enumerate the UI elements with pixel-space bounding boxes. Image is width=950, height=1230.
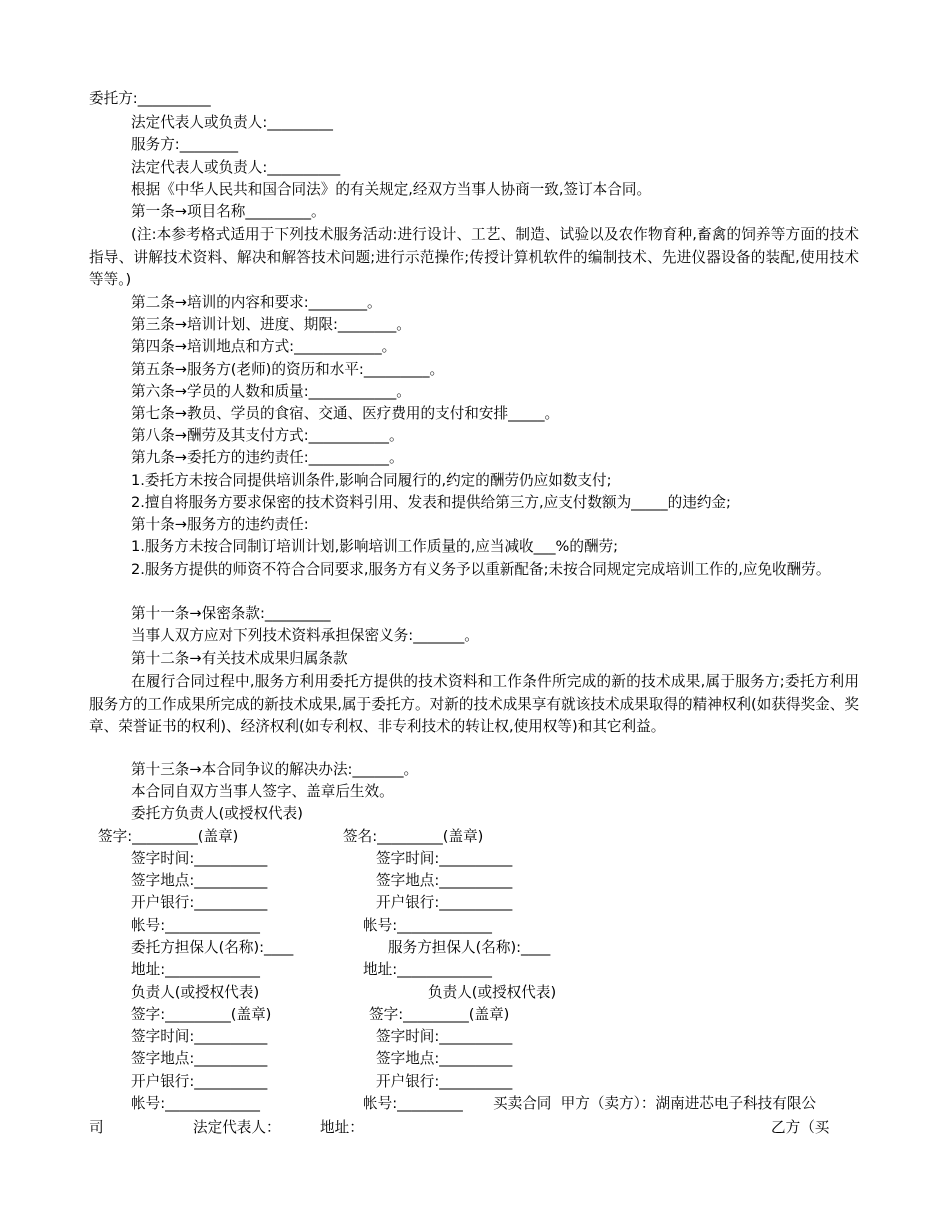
entrust-signer-heading: 委托方负责人(或授权代表) [131,805,303,822]
article-11-body: 当事人双方应对下列技术资料承担保密义务:_______。 [131,627,479,644]
entrust-rep-line: 法定代表人或负责人:_________ [131,114,333,131]
article-3: 第三条→培训计划、进度、期限:________。 [131,316,411,333]
entrust-sign-time: 签字时间:__________ [131,850,268,867]
service-sign-line: 签名:_________(盖章) [343,828,484,845]
entrust-guarantor-sign: 签字:_________(盖章) [131,1006,272,1023]
service-guarantor-bank: 开户银行:__________ [376,1073,513,1090]
service-guarantor-rep: 负责人(或授权代表) [428,984,557,1001]
article-9-item-1: 1.委托方未按合同提供培训条件,影响合同履行的,约定的酬劳仍应如数支付; [131,472,612,489]
note-paragraph: (注:本参考格式适用于下列技术服务活动:进行设计、工艺、制造、试验以及农作物育种,畜禽的饲养等方面的技术指导、讲解技术资料、解决和解答技术问题;进行示范操作;传授计算机软件的编制技术、先进仪器设备的装配,使用技术等等。) [89,226,859,288]
entrust-sign-line: 签字:_________(盖章) [98,828,239,845]
article-7: 第七条→教员、学员的食宿、交通、医疗费用的支付和安排_____。 [131,405,560,422]
entrust-sign-place: 签字地点:__________ [131,872,268,889]
service-rep-line: 法定代表人或负责人:__________ [131,159,341,176]
article-6: 第六条→学员的人数和质量:____________。 [131,383,411,400]
article-11: 第十一条→保密条款:_________ [131,605,331,622]
article-9: 第九条→委托方的违约责任:___________。 [131,449,404,466]
article-1: 第一条→项目名称_________。 [131,203,326,220]
entrust-account: 帐号:_____________ [131,917,260,934]
entrust-guarantor-address: 地址:_____________ [131,961,260,978]
next-contract-address: 地址： [320,1119,364,1136]
article-9-item-2: 2.擅自将服务方要求保密的技术资料引用、发表和提供给第三方,应支付数额为_____的违约金; [131,494,731,511]
effective-clause: 本合同自双方当事人签字、盖章后生效。 [131,783,394,800]
entrust-guarantor-account: 帐号:_____________ [131,1095,260,1112]
service-guarantor-time: 签字时间:__________ [376,1028,513,1045]
preamble: 根据《中华人民共和国合同法》的有关规定,经双方当事人协商一致,签订本合同。 [131,181,652,198]
article-8: 第八条→酬劳及其支付方式:___________。 [131,427,404,444]
article-13: 第十三条→本合同争议的解决办法:_______。 [131,761,419,778]
article-4: 第四条→培训地点和方式:____________。 [131,338,397,355]
next-contract-company-end: 司 [89,1119,104,1136]
article-10-item-1: 1.服务方未按合同制订培训计划,影响培训工作质量的,应当减收___%的酬劳; [131,538,619,555]
entrust-guarantor: 委托方担保人(名称):____ [131,939,294,956]
article-10: 第十条→服务方的违约责任: [131,516,309,533]
entrust-bank: 开户银行:__________ [131,894,268,911]
service-guarantor-address: 地址:_____________ [363,961,492,978]
article-2: 第二条→培训的内容和要求:________。 [131,294,382,311]
next-contract-heading: 买卖合同 甲方（卖方）：湖南进芯电子科技有限公 [493,1095,817,1112]
next-contract-legal-rep: 法定代表人： [193,1119,281,1136]
service-guarantor: 服务方担保人(名称):____ [388,939,551,956]
next-contract-party-b: 乙方（买 [771,1119,830,1136]
service-account: 帐号:_____________ [363,917,492,934]
entrust-party-line: 委托方:__________ [89,90,211,107]
article-12: 第十二条→有关技术成果归属条款 [131,650,348,667]
entrust-guarantor-place: 签字地点:__________ [131,1050,268,1067]
entrust-guarantor-bank: 开户银行:__________ [131,1073,268,1090]
service-party-line: 服务方:________ [131,136,239,153]
entrust-guarantor-time: 签字时间:__________ [131,1028,268,1045]
service-guarantor-account: 帐号:_________ [363,1095,463,1112]
entrust-guarantor-rep: 负责人(或授权代表) [131,984,260,1001]
article-5: 第五条→服务方(老师)的资历和水平:_________。 [131,361,445,378]
service-sign-time: 签字时间:__________ [376,850,513,867]
service-guarantor-sign: 签字:_________(盖章) [369,1006,510,1023]
service-guarantor-place: 签字地点:__________ [376,1050,513,1067]
article-10-item-2: 2.服务方提供的师资不符合合同要求,服务方有义务予以重新配备;未按合同规定完成培训工作的,应免收酬劳。 [131,561,831,578]
service-sign-place: 签字地点:__________ [376,872,513,889]
service-bank: 开户银行:__________ [376,894,513,911]
article-12-body: 在履行合同过程中,服务方利用委托方提供的技术资料和工作条件所完成的新的技术成果,属于服务方;委托方利用服务方的工作成果所完成的新技术成果,属于委托方。对新的技术成果享有就该技术成果取得的精神权利(如获得奖金、奖章、荣誉证书的权利)、经济权利(如专利权、非专利技术的转让权,使用权等)和其它利益。 [89,673,859,735]
